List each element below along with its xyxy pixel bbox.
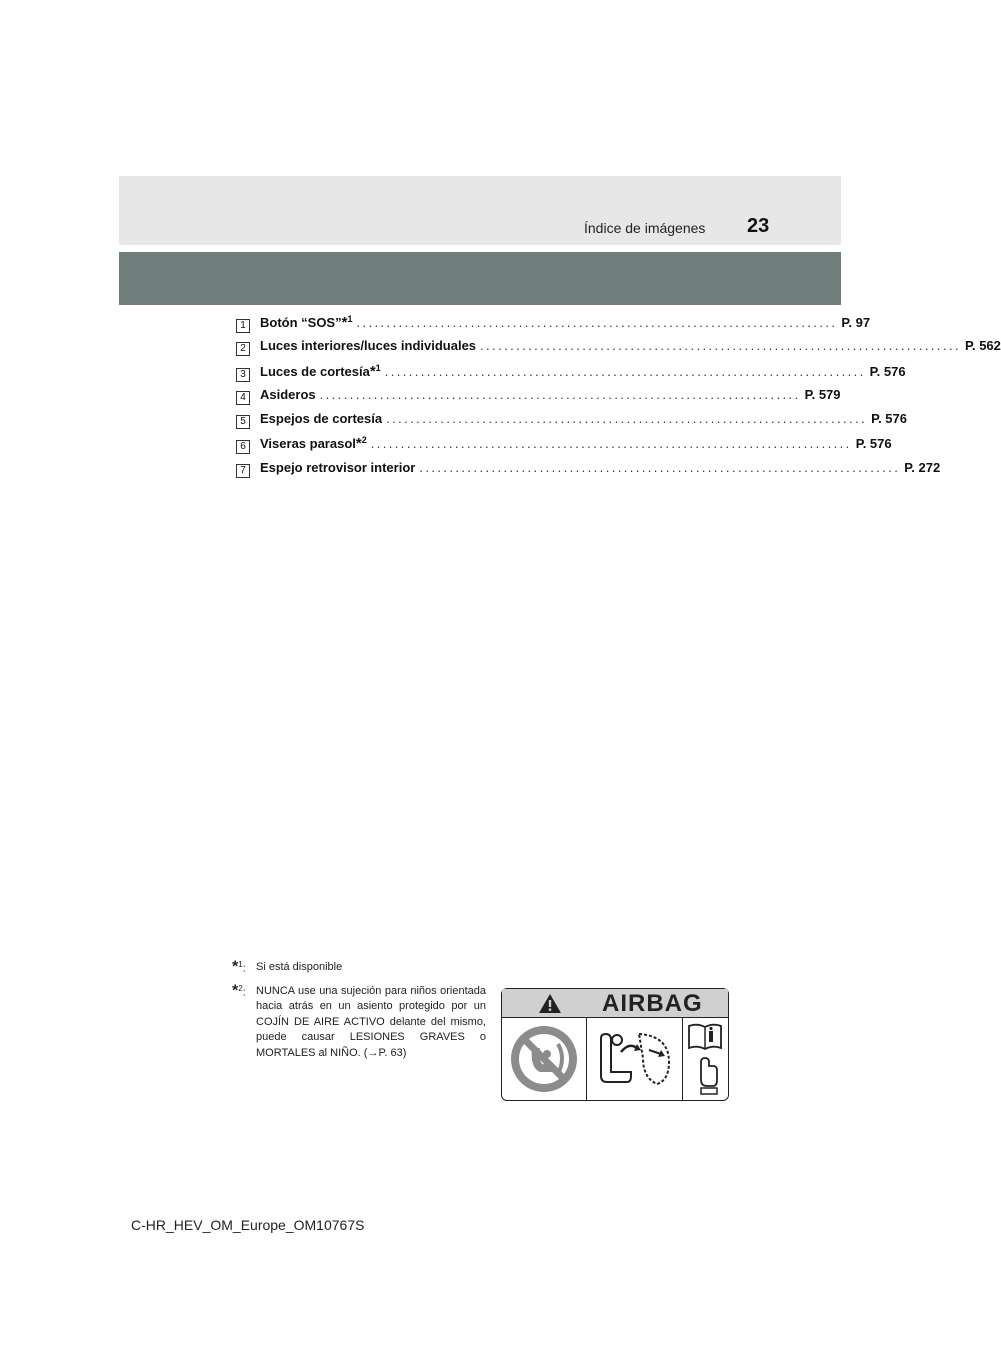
document-code: C-HR_HEV_OM_Europe_OM10767S: [131, 1217, 365, 1233]
footnote-star: *: [355, 435, 362, 453]
dot-leader: ................................................................................: [319, 386, 801, 402]
page-reference: P. 97: [841, 315, 871, 330]
callout-number: 2: [236, 342, 250, 356]
airbag-warning-label: [501, 988, 729, 1101]
callout-number: 3: [236, 368, 250, 382]
callout-number: 6: [236, 440, 250, 454]
page-reference: P. 579: [804, 386, 841, 402]
toc-entry-title-text: Botón “SOS”: [260, 315, 342, 330]
page-reference: P. 562: [964, 338, 1001, 354]
dot-leader: ................................................................................: [370, 436, 852, 452]
footnote-text: NUNCA use una sujeción para niños orientada hacia atrás en un asiento protegido por un COJÍN DE AIRE ACTIVO delante del mismo, puede causar LESIONES GRAVES o MORTALES al NIÑO. (→P. 63): [256, 984, 486, 1059]
toc-entry-title: [260, 314, 352, 330]
dot-leader: ................................................................................: [356, 315, 838, 330]
airbag-deploy-panel: [587, 1018, 683, 1100]
section-band: [119, 252, 841, 305]
read-manual-panel: [683, 1018, 728, 1100]
toc-entry-title-text: Viseras parasol: [260, 436, 356, 452]
toc-entry: [236, 386, 841, 411]
dot-leader: ................................................................................: [386, 411, 868, 427]
airbag-label-header: [502, 989, 728, 1018]
footnote-ref: 1: [347, 314, 353, 324]
header-band: [119, 176, 841, 245]
footnote-star: *: [369, 362, 376, 380]
dot-leader: ................................................................................: [480, 338, 961, 354]
dot-leader: ................................................................................: [419, 459, 901, 475]
toc-entry-title-text: Espejo retrovisor interior: [260, 459, 416, 475]
toc-entry: [236, 459, 941, 484]
seat-airbag-deploy-icon: [587, 1018, 682, 1100]
toc-entry-title: [260, 435, 367, 451]
footnote-1: [232, 960, 486, 976]
page-reference: P. 576: [855, 436, 892, 452]
callout-number: 5: [236, 415, 250, 429]
warning-triangle-icon: [538, 993, 562, 1014]
no-rear-facing-child-seat-icon: [502, 1018, 586, 1100]
page-reference: P. 576: [869, 363, 906, 379]
section-title: Índice de imágenes: [584, 220, 706, 236]
page-reference: P. 576: [871, 411, 907, 427]
toc-entry: [236, 435, 892, 459]
footnotes: [232, 960, 486, 1069]
toc-entry: [236, 411, 907, 435]
toc-entry-title: [260, 387, 316, 402]
page-number: 23: [747, 215, 770, 237]
footnote-2: [232, 984, 486, 1062]
toc-entry-title: [260, 460, 415, 475]
page-reference: P. 272: [904, 459, 941, 475]
footnote-marker: *$^1$:: [232, 958, 246, 976]
toc-entry-title-text: Espejos de cortesía: [260, 411, 383, 427]
callout-number: 4: [236, 391, 250, 405]
footnote-star: *: [341, 314, 348, 331]
toc-entry: [236, 362, 906, 387]
footnote-ref: 1: [375, 362, 381, 373]
footnote-marker: *$^2$:: [232, 982, 246, 1000]
toc-entry-title-text: Asideros: [260, 386, 316, 402]
dot-leader: ................................................................................: [384, 363, 866, 379]
toc-entry: [236, 338, 1001, 362]
toc-entry-title: [260, 338, 476, 353]
toc-entry-title-text: Luces de cortesía: [260, 363, 370, 379]
airbag-word: AIRBAG: [602, 990, 703, 1017]
footnote-ref: 2: [361, 435, 367, 446]
callout-number: 1: [236, 319, 250, 333]
toc-list: [236, 314, 1001, 484]
callout-number: 7: [236, 464, 250, 478]
read-manual-icon: [683, 1018, 728, 1100]
toc-entry: [236, 314, 871, 338]
toc-entry-title: [260, 411, 382, 426]
footnote-text: Si está disponible: [256, 961, 343, 973]
no-child-seat-panel: [502, 1018, 587, 1100]
toc-entry-title: [260, 363, 381, 379]
toc-entry-title-text: Luces interiores/luces individuales: [260, 338, 477, 354]
